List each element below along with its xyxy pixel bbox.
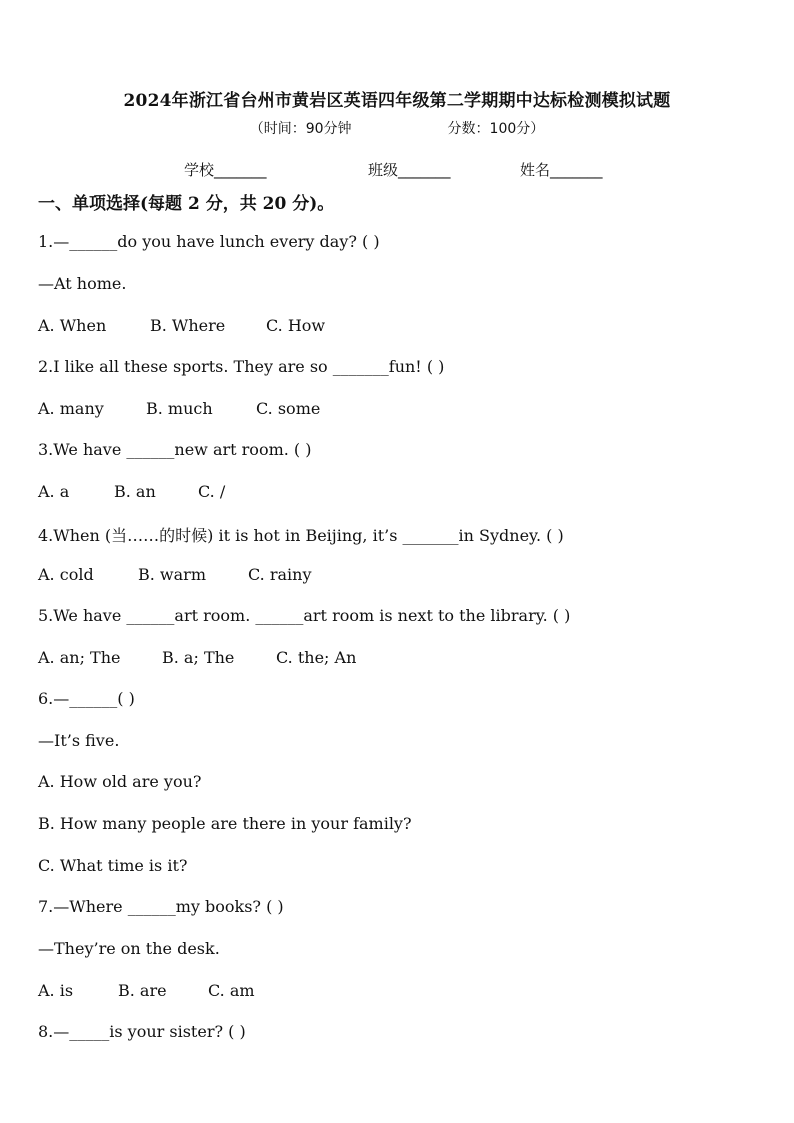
question-2-option-b: B. much: [146, 399, 213, 418]
question-2-option-a: A. many: [38, 399, 104, 418]
question-2-stem: 2.I like all these sports. They are so _______fun! ( ): [38, 357, 445, 376]
question-6-option-b: B. How many people are there in your family?: [38, 814, 412, 833]
page-title: 2024年浙江省台州市黄岩区英语四年级第二学期期中达标检测模拟试题: [123, 91, 671, 111]
question-5-option-c: C. the; An: [276, 648, 357, 667]
question-6-stem: 6.—______( ): [38, 689, 135, 708]
question-7-option-b: B. are: [118, 981, 167, 1000]
name-field: 姓名_______: [520, 161, 603, 179]
class-field: 班级_______: [368, 161, 451, 179]
exam-score: 分数：100分）: [447, 121, 545, 137]
question-1-option-c: C. How: [266, 316, 326, 335]
question-3-option-b: B. an: [114, 482, 156, 501]
question-5-stem: 5.We have ______art room. ______art room is next to the library. ( ): [38, 606, 571, 625]
question-7-reply: —They’re on the desk.: [38, 939, 220, 958]
question-7-option-c: C. am: [208, 981, 255, 1000]
question-1-reply: —At home.: [38, 274, 127, 293]
question-3-stem: 3.We have ______new art room. ( ): [38, 440, 312, 459]
question-7-option-a: A. is: [38, 981, 74, 1000]
question-1-stem: 1.—______do you have lunch every day? ( ): [38, 232, 380, 251]
question-4-option-b: B. warm: [138, 565, 206, 584]
question-6-option-a: A. How old are you?: [38, 772, 202, 791]
question-3-option-a: A. a: [38, 482, 70, 501]
question-5-option-b: B. a; The: [162, 648, 235, 667]
exam-time: （时间：90分钟: [249, 121, 352, 137]
school-field: 学校_______: [184, 161, 267, 179]
exam-info: [0, 118, 794, 138]
question-4-option-c: C. rainy: [248, 565, 312, 584]
question-6-reply: —It’s five.: [38, 731, 120, 750]
question-8-stem: 8.—_____is your sister? ( ): [38, 1022, 246, 1041]
question-7-stem: 7.—Where ______my books? ( ): [38, 897, 284, 916]
question-6-option-c: C. What time is it?: [38, 856, 188, 875]
question-3-option-c: C. /: [198, 482, 226, 501]
section-title: 一、单项选择(每题 2 分，共 20 分)。: [38, 194, 335, 214]
question-5-option-a: A. an; The: [38, 648, 121, 667]
question-1-option-a: A. When: [38, 316, 107, 335]
question-2-option-c: C. some: [256, 399, 321, 418]
question-4-option-a: A. cold: [38, 565, 94, 584]
question-1-option-b: B. Where: [150, 316, 226, 335]
question-4-stem: 4.When (当……的时候) it is hot in Beijing, it’s _______in Sydney. ( ): [38, 526, 564, 545]
